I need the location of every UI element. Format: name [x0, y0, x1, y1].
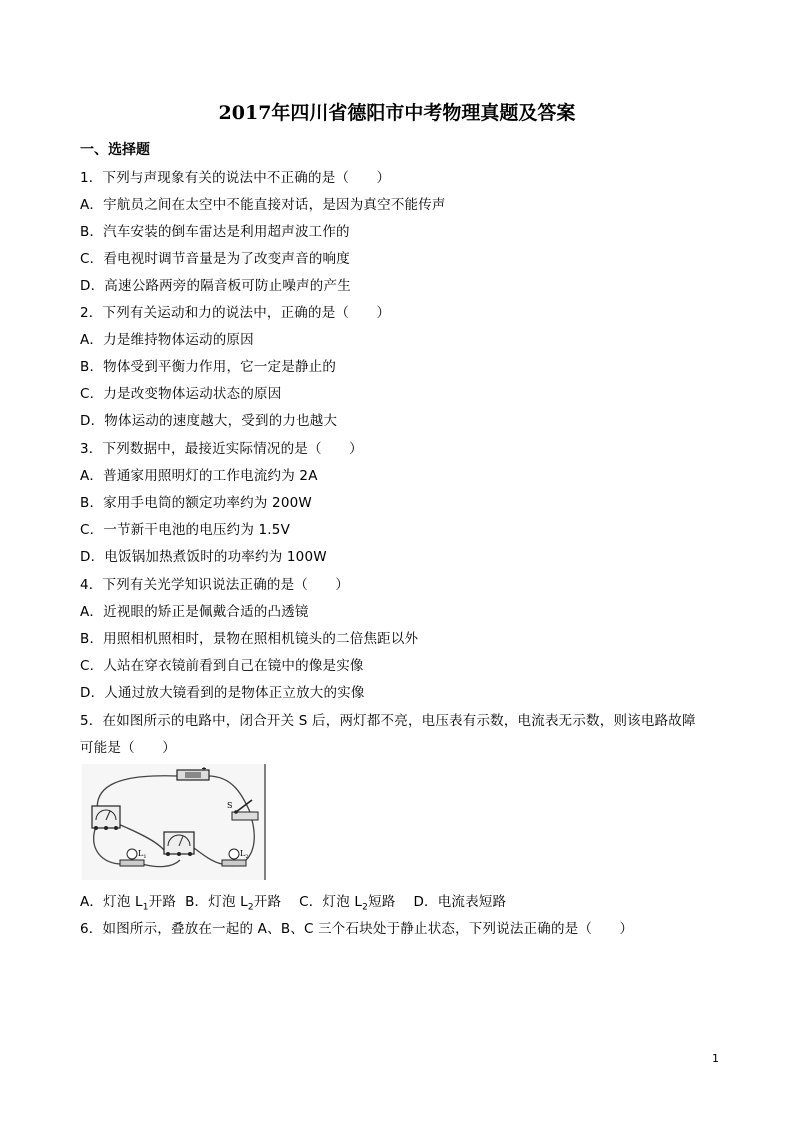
option-b-suffix: 开路 — [253, 894, 282, 910]
option-a-subscript: 1 — [142, 902, 149, 913]
question-1-option-a: A．宇航员之间在太空中不能直接对话，是因为真空不能传声 — [80, 197, 446, 213]
question-4-option-d: D．人通过放大镜看到的是物体正立放大的实像 — [80, 685, 365, 701]
question-4-option-c: C．人站在穿衣镜前看到自己在镜中的像是实像 — [80, 658, 364, 674]
section-heading: 一、选择题 — [80, 142, 150, 158]
question-2-option-c: C．力是改变物体运动状态的原因 — [80, 386, 282, 402]
question-1-stem: 1．下列与声现象有关的说法中不正确的是（ ） — [80, 170, 391, 186]
question-1-option-d: D．高速公路两旁的隔音板可防止噪声的产生 — [80, 278, 351, 294]
question-2-option-a: A．力是维持物体运动的原因 — [80, 332, 254, 348]
question-1-option-b: B．汽车安装的倒车雷达是利用超声波工作的 — [80, 224, 350, 240]
document-title: 2017年四川省德阳市中考物理真题及答案 — [218, 102, 576, 124]
lamp-2-label: $L_2$ — [240, 849, 249, 860]
question-5-options — [80, 890, 506, 913]
switch-label: S — [227, 801, 233, 810]
voltmeter-icon — [92, 806, 120, 830]
page-number: 1 — [712, 1052, 719, 1065]
option-c-suffix: 短路 — [368, 894, 396, 910]
circuit-diagram — [82, 764, 266, 880]
question-5-stem-line-1: 5．在如图所示的电路中，闭合开关 S 后，两灯都不亮，电压表有示数，电流表无示数，则该电路故障 — [80, 713, 696, 729]
option-a-suffix: 开路 — [148, 894, 177, 910]
option-b-subscript: 2 — [247, 902, 254, 913]
ammeter-icon — [164, 832, 194, 856]
question-5-stem-line-2: 可能是（ ） — [80, 740, 176, 756]
option-b-text: B．灯泡 L — [185, 894, 248, 910]
question-2-option-b: B．物体受到平衡力作用，它一定是静止的 — [80, 359, 337, 375]
option-c-subscript: 2 — [362, 902, 369, 913]
option-a-text: A．灯泡 L — [80, 894, 143, 910]
lamp-1-label: $L_1$ — [138, 849, 147, 860]
question-3-option-d: D．电饭锅加热煮饭时的功率约为 100W — [80, 549, 327, 565]
question-4-stem: 4．下列有关光学知识说法正确的是（ ） — [80, 577, 350, 593]
question-2-option-d: D．物体运动的速度越大，受到的力也越大 — [80, 413, 338, 429]
question-2-stem: 2．下列有关运动和力的说法中，正确的是（ ） — [80, 305, 391, 321]
question-6-stem: 6．如图所示，叠放在一起的 A、B、C 三个石块处于静止状态，下列说法正确的是（ ） — [80, 921, 634, 937]
question-3-stem: 3．下列数据中，最接近实际情况的是（ ） — [80, 441, 363, 457]
question-4-option-b: B．用照相机照相时，景物在照相机镜头的二倍焦距以外 — [80, 631, 419, 647]
option-d-text: D．电流表短路 — [413, 894, 507, 910]
question-3-option-c: C．一节新干电池的电压约为 1.5V — [80, 522, 291, 538]
option-c-text: C．灯泡 L — [299, 894, 363, 910]
question-3-option-b: B．家用手电筒的额定功率约为 200W — [80, 495, 312, 511]
question-3-option-a: A．普通家用照明灯的工作电流约为 2A — [80, 468, 318, 484]
question-1-option-c: C．看电视时调节音量是为了改变声音的响度 — [80, 251, 350, 267]
question-4-option-a: A．近视眼的矫正是佩戴合适的凸透镜 — [80, 604, 309, 620]
